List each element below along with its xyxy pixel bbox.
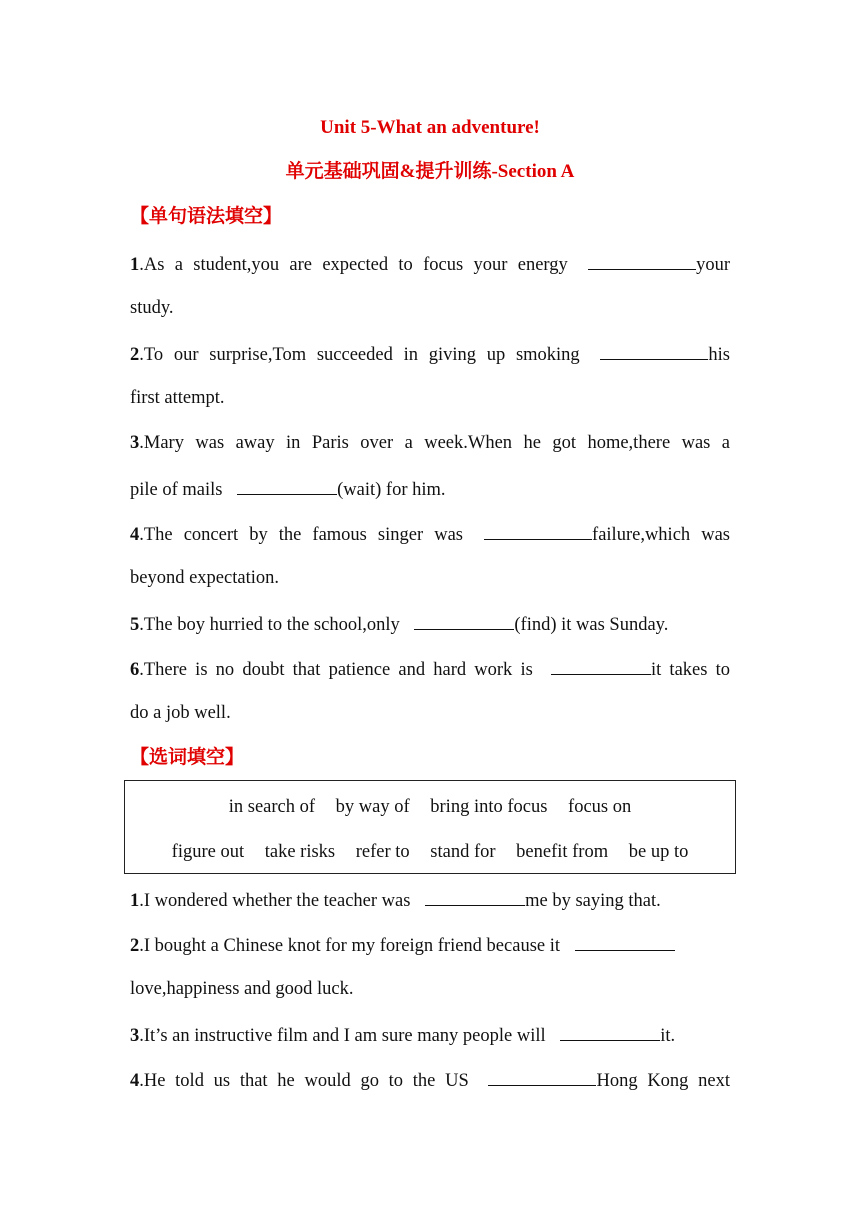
question-text: .To our surprise,Tom succeeded in giving up smoking <box>139 345 580 365</box>
answer-blank[interactable] <box>488 1067 596 1086</box>
question-line <box>130 521 730 547</box>
word-bank-row <box>125 840 735 864</box>
question-line <box>130 386 730 410</box>
question-line <box>130 341 730 367</box>
section-heading-grammar: 【单句语法填空】 <box>130 206 283 227</box>
question-number: 4 <box>130 525 140 545</box>
question-line <box>130 251 730 277</box>
question-number: 1 <box>130 255 140 275</box>
question-text: .As a student,you are expected to focus your energy <box>139 255 568 275</box>
answer-blank[interactable] <box>600 341 708 360</box>
question-text: (find) it was Sunday. <box>514 615 669 635</box>
question-number: 2 <box>130 936 140 956</box>
answer-blank[interactable] <box>237 476 337 495</box>
document-title: Unit 5-What an adventure! <box>320 117 540 138</box>
word-bank-phrase: refer to <box>355 842 410 862</box>
word-bank-phrase: figure out <box>171 842 245 862</box>
word-bank-phrase: benefit from <box>516 842 609 862</box>
question-number: 3 <box>130 1026 140 1046</box>
question-text: love,happiness and good luck. <box>130 979 354 999</box>
answer-blank[interactable] <box>575 932 675 951</box>
question-text: pile of mails <box>130 480 223 500</box>
question-text: study. <box>130 298 174 318</box>
answer-blank[interactable] <box>484 521 592 540</box>
question-text: .It’s an instructive film and I am sure many people will <box>139 1026 546 1046</box>
question-line <box>130 701 730 725</box>
question-text: .I wondered whether the teacher was <box>139 891 411 911</box>
question-text: his <box>708 345 730 365</box>
answer-blank[interactable] <box>588 251 696 270</box>
question-line <box>130 611 730 637</box>
question-text: do a job well. <box>130 703 231 723</box>
question-text: it takes to <box>650 660 731 680</box>
question-line <box>130 566 730 590</box>
question-number: 1 <box>130 891 140 911</box>
question-text: .I bought a Chinese knot for my foreign friend because it <box>139 936 561 956</box>
word-bank-row <box>125 795 735 819</box>
answer-blank[interactable] <box>560 1022 660 1041</box>
question-line <box>130 656 730 682</box>
word-bank-phrase: stand for <box>430 842 496 862</box>
word-bank-phrase: bring into focus <box>430 797 548 817</box>
question-text: it. <box>660 1026 676 1046</box>
word-bank-phrase: be up to <box>628 842 689 862</box>
question-text: first attempt. <box>130 388 225 408</box>
question-number: 6 <box>130 660 140 680</box>
answer-blank[interactable] <box>425 887 525 906</box>
question-number: 2 <box>130 345 140 365</box>
question-line <box>130 1067 730 1093</box>
question-line <box>130 431 730 455</box>
question-text: Hong Kong next <box>596 1071 730 1091</box>
question-line <box>130 887 730 913</box>
answer-blank[interactable] <box>551 656 651 675</box>
word-bank-phrase: by way of <box>335 797 410 817</box>
word-bank-phrase: take risks <box>264 842 336 862</box>
question-text: (wait) for him. <box>337 480 446 500</box>
word-bank-phrase: focus on <box>568 797 632 817</box>
section-heading-word-choice: 【选词填空】 <box>130 747 245 768</box>
question-text: failure,which was <box>592 525 730 545</box>
question-text: .Mary was away in Paris over a week.When he got home,there was a <box>139 433 730 453</box>
question-text: .He told us that he would go to the US <box>139 1071 469 1091</box>
question-text: me by saying that. <box>525 891 661 911</box>
question-text: .The concert by the famous singer was <box>139 525 463 545</box>
question-line <box>130 1022 730 1048</box>
word-bank-box <box>124 780 736 874</box>
question-text: .The boy hurried to the school,only <box>139 615 400 635</box>
question-line <box>130 932 730 958</box>
question-text: .There is no doubt that patience and hard work is <box>139 660 533 680</box>
document-subtitle: 单元基础巩固&提升训练-Section A <box>285 161 575 182</box>
question-line <box>130 476 730 502</box>
word-bank-phrase: in search of <box>228 797 316 817</box>
question-number: 4 <box>130 1071 140 1091</box>
question-number: 3 <box>130 433 140 453</box>
question-text: your <box>696 255 730 275</box>
question-line <box>130 296 730 320</box>
question-line <box>130 977 730 1001</box>
question-text: beyond expectation. <box>130 568 279 588</box>
question-number: 5 <box>130 615 140 635</box>
answer-blank[interactable] <box>414 611 514 630</box>
